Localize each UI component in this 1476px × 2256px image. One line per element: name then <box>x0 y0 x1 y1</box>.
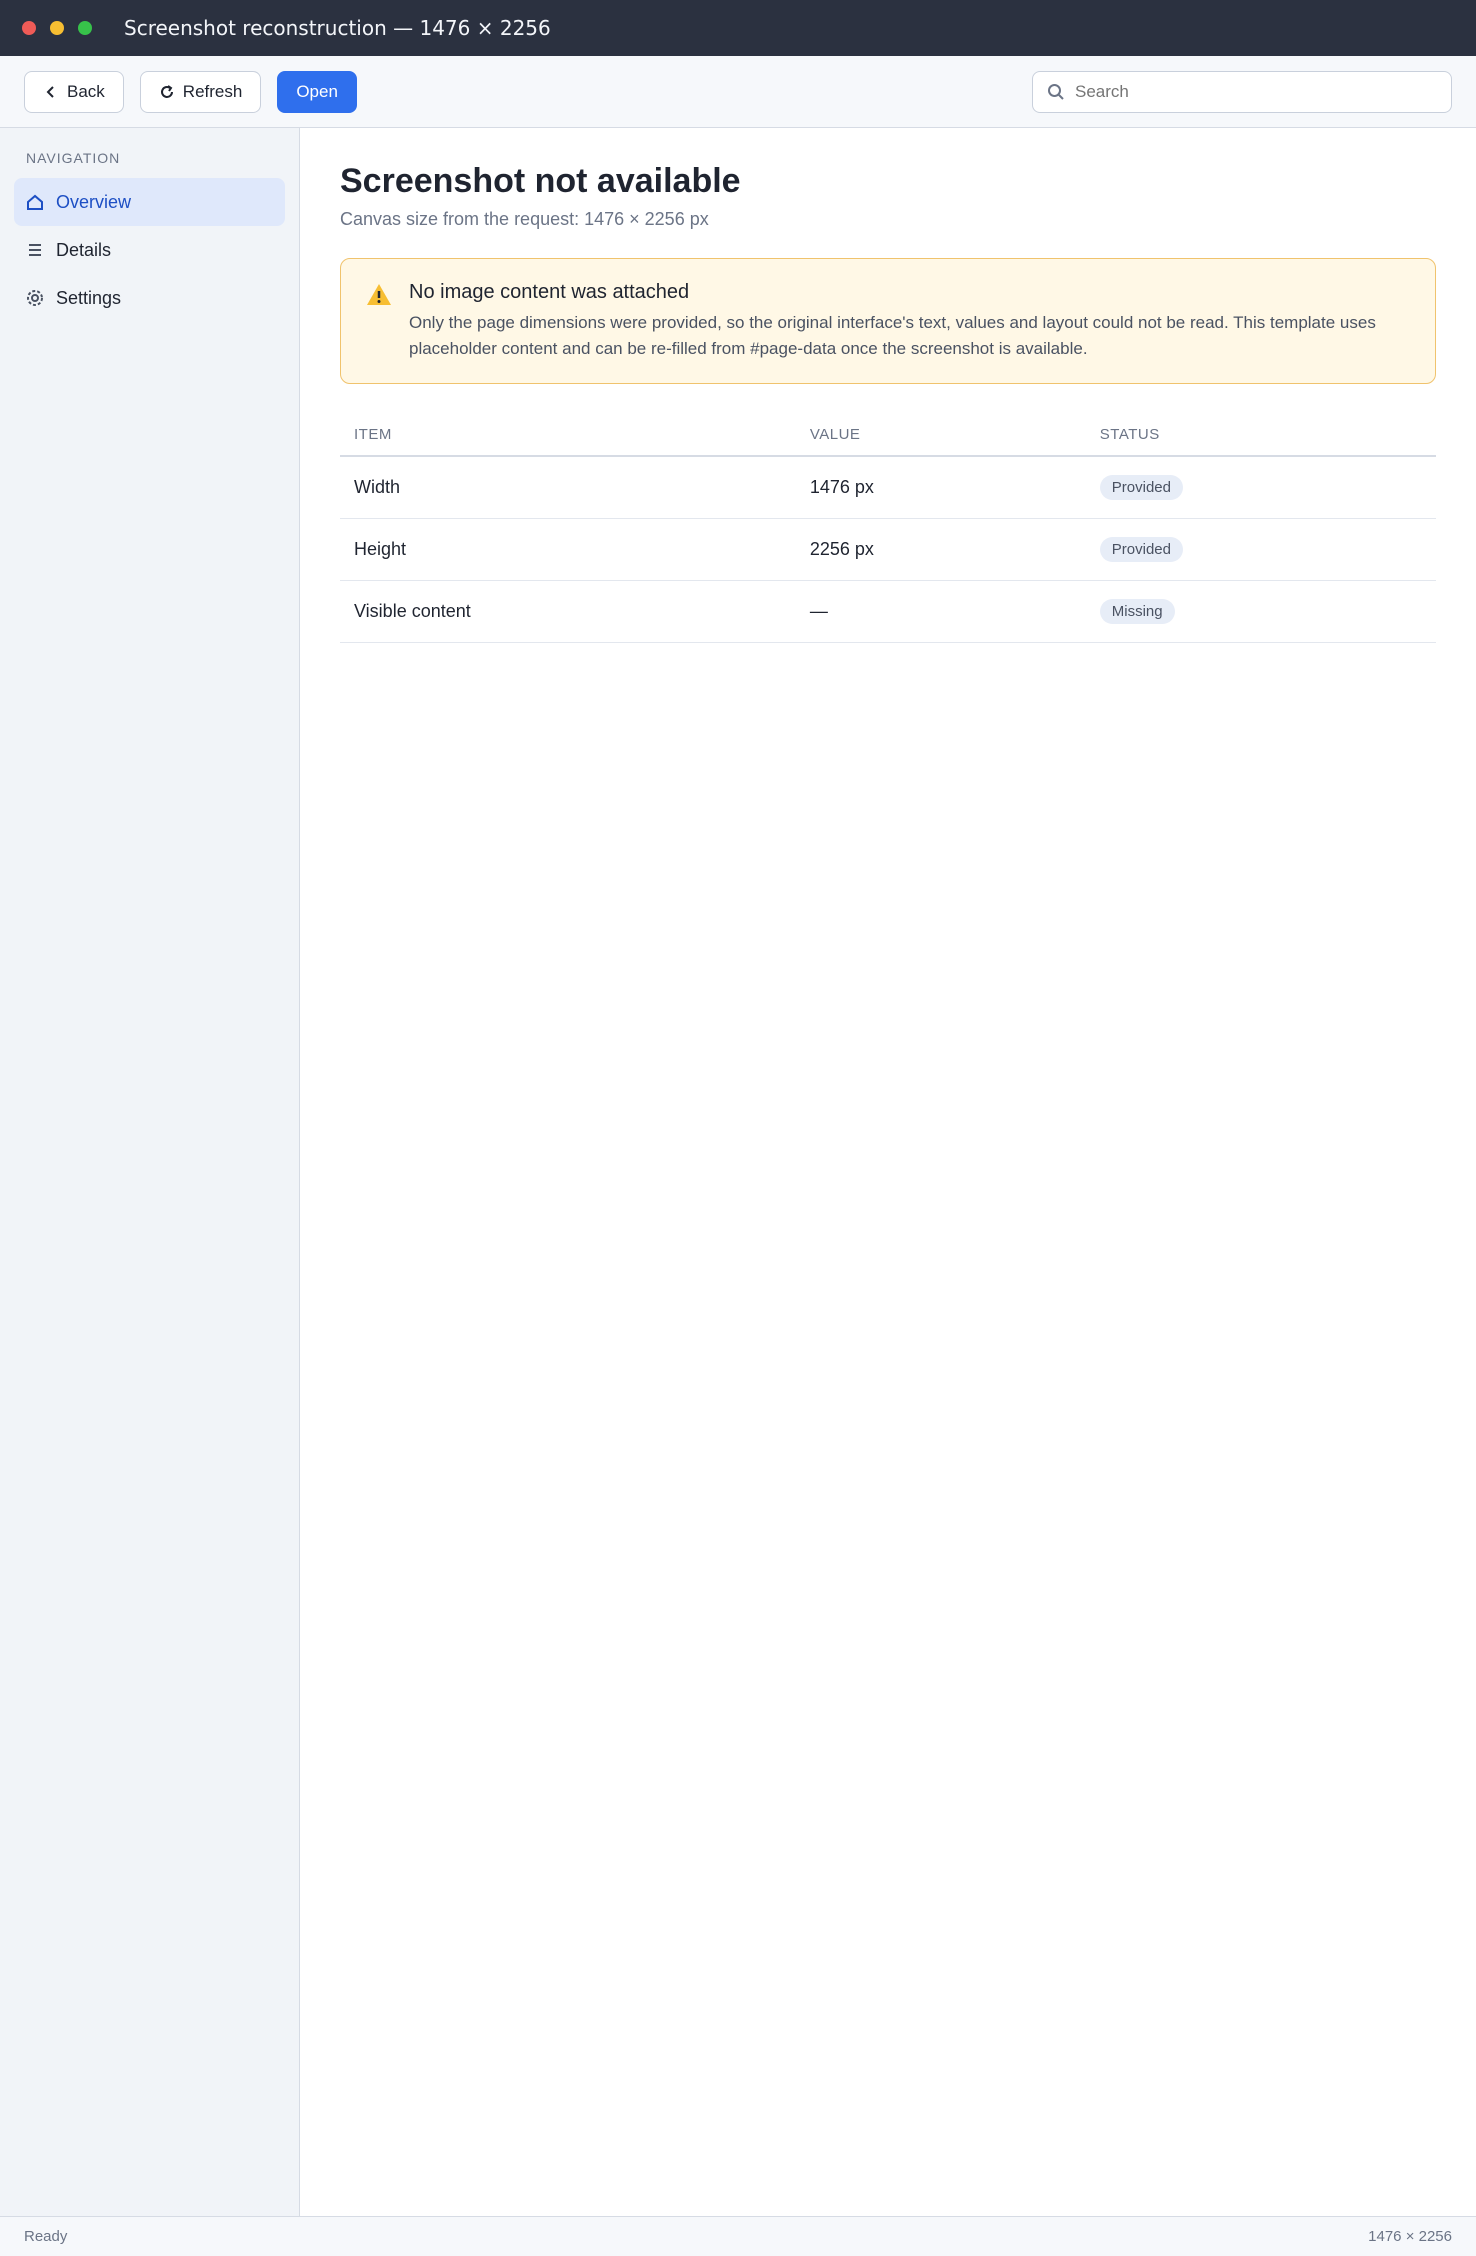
toolbar <box>0 56 1476 128</box>
sidebar-item-label: Overview <box>56 191 132 212</box>
list-icon <box>26 241 44 259</box>
sidebar-item-details[interactable] <box>14 226 285 274</box>
column-header: STATUS <box>1086 414 1436 456</box>
open-button-label: Open <box>296 81 338 101</box>
status-badge: Provided <box>1100 475 1183 500</box>
table-cell: 1476 px <box>796 456 1086 519</box>
back-button-label: Back <box>67 81 105 101</box>
dimensions-readout: 1476 × 2256 <box>1368 2228 1452 2245</box>
search-icon <box>1047 83 1065 101</box>
info-table <box>340 414 1436 643</box>
refresh-icon <box>159 84 175 100</box>
window-title: Screenshot reconstruction — 1476 × 2256 <box>124 16 551 40</box>
notice-banner <box>340 258 1436 384</box>
status-badge: Missing <box>1100 599 1175 624</box>
table-row[interactable] <box>340 456 1436 519</box>
title-bar <box>0 0 1476 56</box>
table-cell: — <box>796 581 1086 643</box>
status-bar <box>0 2216 1476 2256</box>
status-badge: Provided <box>1100 537 1183 562</box>
maximize-window-button[interactable] <box>78 21 92 35</box>
page-subtitle: Canvas size from the request: 1476 × 2256 px <box>340 209 709 229</box>
table-cell: Width <box>340 456 796 519</box>
sidebar-item-overview[interactable] <box>14 178 285 226</box>
status-text: Ready <box>24 2228 68 2245</box>
sidebar-item-label: Details <box>56 239 112 260</box>
minimize-window-button[interactable] <box>50 21 64 35</box>
sidebar-item-label: Settings <box>56 287 122 308</box>
content-area <box>0 128 1476 2216</box>
column-header: VALUE <box>796 414 1086 456</box>
table-header-row <box>340 414 1436 456</box>
refresh-button-label: Refresh <box>182 81 243 101</box>
open-button[interactable] <box>277 71 357 113</box>
sidebar-heading: NAVIGATION <box>26 150 121 166</box>
gear-icon <box>26 289 44 307</box>
close-window-button[interactable] <box>22 21 36 35</box>
table-cell <box>1086 456 1436 519</box>
sidebar <box>0 128 300 2216</box>
table-cell <box>1086 581 1436 643</box>
search-box <box>1032 71 1452 113</box>
page-title: Screenshot not available <box>340 162 741 200</box>
table-cell: 2256 px <box>796 519 1086 581</box>
search-input[interactable] <box>1075 82 1437 102</box>
home-icon <box>26 193 44 211</box>
table-cell <box>1086 519 1436 581</box>
main-panel <box>300 128 1476 2216</box>
refresh-button[interactable] <box>140 71 262 113</box>
arrow-left-icon <box>43 84 59 100</box>
sidebar-item-settings[interactable] <box>14 274 285 322</box>
notice-body: Only the page dimensions were provided, so the original interface's text, values and layout could not be read. This template uses placeholder content and can be re-filled from #page-data once the screenshot is available. <box>409 313 1376 358</box>
table-row[interactable] <box>340 581 1436 643</box>
table-cell: Height <box>340 519 796 581</box>
column-header: ITEM <box>340 414 796 456</box>
back-button[interactable] <box>24 71 124 113</box>
notice-title: No image content was attached <box>409 281 690 303</box>
warning-icon <box>365 281 393 309</box>
table-row[interactable] <box>340 519 1436 581</box>
table-cell: Visible content <box>340 581 796 643</box>
notice-content <box>409 281 1411 361</box>
